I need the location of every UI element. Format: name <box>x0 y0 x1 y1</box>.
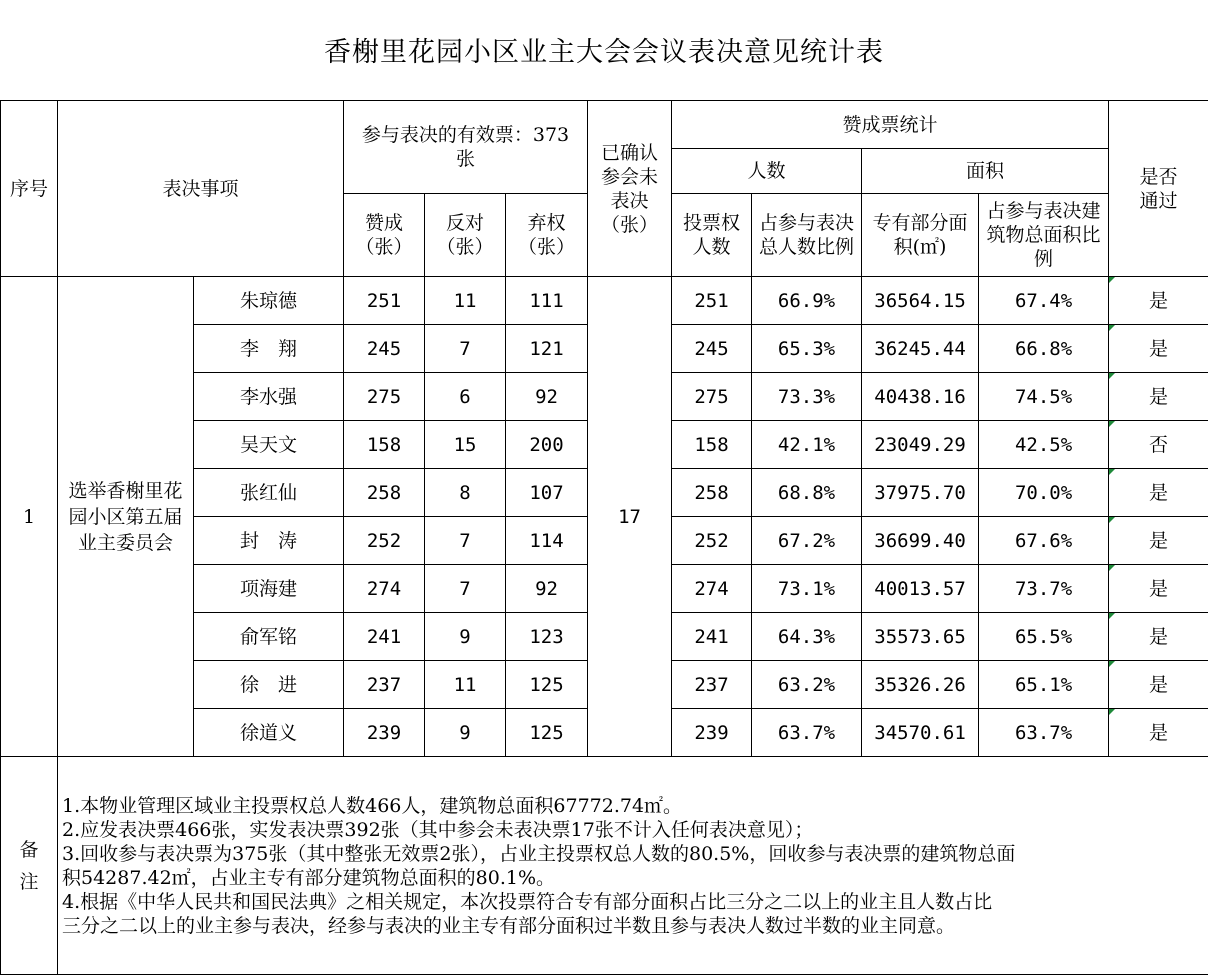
area-ratio: 66.8% <box>979 325 1109 373</box>
area-ratio: 74.5% <box>979 373 1109 421</box>
candidate-name: 朱琼德 <box>194 277 344 325</box>
favor-count: 237 <box>344 661 425 709</box>
notes-label-text: 备注 <box>20 834 39 898</box>
favor-count: 252 <box>344 517 425 565</box>
candidate-name: 徐 进 <box>194 661 344 709</box>
area-ratio: 70.0% <box>979 469 1109 517</box>
passed-status: 是 <box>1109 709 1208 757</box>
abstain-count: 125 <box>506 709 588 757</box>
voter-count: 252 <box>672 517 752 565</box>
against-count: 6 <box>425 373 506 421</box>
favor-count: 245 <box>344 325 425 373</box>
header-area-ratio: 占参与表决建筑物总面积比例 <box>979 194 1109 277</box>
passed-status: 是 <box>1109 373 1208 421</box>
passed-status: 是 <box>1109 613 1208 661</box>
voter-count: 274 <box>672 565 752 613</box>
area-exclusive: 23049.29 <box>862 421 979 469</box>
passed-status: 是 <box>1109 517 1208 565</box>
candidate-name: 俞军铭 <box>194 613 344 661</box>
area-ratio: 65.1% <box>979 661 1109 709</box>
people-ratio: 67.2% <box>752 517 862 565</box>
area-exclusive: 35326.26 <box>862 661 979 709</box>
against-count: 7 <box>425 517 506 565</box>
abstain-count: 107 <box>506 469 588 517</box>
voter-count: 245 <box>672 325 752 373</box>
people-ratio: 65.3% <box>752 325 862 373</box>
group-seq: 1 <box>1 277 58 757</box>
area-exclusive: 40438.16 <box>862 373 979 421</box>
header-area-exclusive: 专有部分面积(㎡) <box>862 194 979 277</box>
header-seq: 序号 <box>1 101 58 277</box>
header-area: 面积 <box>862 149 1109 194</box>
note-line: 1.本物业管理区域业主投票权总人数466人，建筑物总面积67772.74㎡。 <box>62 794 1208 818</box>
header-abstain: 弃权（张） <box>506 194 588 277</box>
abstain-count: 92 <box>506 565 588 613</box>
voter-count: 237 <box>672 661 752 709</box>
area-exclusive: 34570.61 <box>862 709 979 757</box>
against-count: 11 <box>425 277 506 325</box>
against-count: 7 <box>425 565 506 613</box>
against-count: 11 <box>425 661 506 709</box>
header-voter-count: 投票权人数 <box>672 194 752 277</box>
area-exclusive: 40013.57 <box>862 565 979 613</box>
group-confirmed-no-vote: 17 <box>588 277 672 757</box>
passed-status: 是 <box>1109 661 1208 709</box>
group-item <box>58 277 194 757</box>
area-ratio: 65.5% <box>979 613 1109 661</box>
abstain-count: 92 <box>506 373 588 421</box>
voter-count: 251 <box>672 277 752 325</box>
candidate-name: 徐道义 <box>194 709 344 757</box>
group-item-text: 选举香榭里花园小区第五届业主委员会 <box>69 478 183 556</box>
header-item: 表决事项 <box>58 101 344 277</box>
against-count: 8 <box>425 469 506 517</box>
area-exclusive: 36245.44 <box>862 325 979 373</box>
area-exclusive: 35573.65 <box>862 613 979 661</box>
header-confirmed-no-vote: 已确认参会未表决（张） <box>588 101 672 277</box>
voter-count: 241 <box>672 613 752 661</box>
favor-count: 274 <box>344 565 425 613</box>
header-people-ratio: 占参与表决总人数比例 <box>752 194 862 277</box>
favor-count: 251 <box>344 277 425 325</box>
note-line: 2.应发表决票466张，实发表决票392张（其中参会未表决票17张不计入任何表决意见）； <box>62 818 1208 842</box>
header-valid-votes: 参与表决的有效票：373张 <box>344 101 588 194</box>
passed-status: 是 <box>1109 565 1208 613</box>
favor-count: 258 <box>344 469 425 517</box>
abstain-count: 200 <box>506 421 588 469</box>
area-ratio: 67.6% <box>979 517 1109 565</box>
page-title: 香榭里花园小区业主大会会议表决意见统计表 <box>0 30 1208 69</box>
against-count: 9 <box>425 709 506 757</box>
passed-status: 是 <box>1109 277 1208 325</box>
against-count: 15 <box>425 421 506 469</box>
notes-body <box>58 757 1208 975</box>
passed-status: 是 <box>1109 469 1208 517</box>
header-against: 反对（张） <box>425 194 506 277</box>
passed-status: 否 <box>1109 421 1208 469</box>
vote-statistics-table <box>0 100 1208 975</box>
people-ratio: 64.3% <box>752 613 862 661</box>
notes-label <box>1 757 58 975</box>
people-ratio: 66.9% <box>752 277 862 325</box>
area-exclusive: 36699.40 <box>862 517 979 565</box>
header-passed: 是否通过 <box>1109 101 1208 277</box>
header-favor-stats: 赞成票统计 <box>672 101 1109 149</box>
favor-count: 275 <box>344 373 425 421</box>
favor-count: 158 <box>344 421 425 469</box>
area-ratio: 73.7% <box>979 565 1109 613</box>
note-line: 三分之二以上的业主参与表决，经参与表决的业主专有部分面积过半数且参与表决人数过半数的业主同意。 <box>62 914 1208 938</box>
candidate-name: 李 翔 <box>194 325 344 373</box>
abstain-count: 121 <box>506 325 588 373</box>
candidate-name: 李水强 <box>194 373 344 421</box>
table-row <box>1 277 1208 325</box>
note-line: 3.回收参与表决票为375张（其中整张无效票2张），占业主投票权总人数的80.5%，回收参与表决票的建筑物总面 <box>62 842 1208 866</box>
favor-count: 239 <box>344 709 425 757</box>
header-favor: 赞成（张） <box>344 194 425 277</box>
header-people: 人数 <box>672 149 862 194</box>
people-ratio: 73.3% <box>752 373 862 421</box>
people-ratio: 73.1% <box>752 565 862 613</box>
abstain-count: 114 <box>506 517 588 565</box>
abstain-count: 125 <box>506 661 588 709</box>
area-ratio: 63.7% <box>979 709 1109 757</box>
candidate-name: 项海建 <box>194 565 344 613</box>
abstain-count: 123 <box>506 613 588 661</box>
note-line: 4.根据《中华人民共和国民法典》之相关规定，本次投票符合专有部分面积占比三分之二以上的业主且人数占比 <box>62 890 1208 914</box>
passed-status: 是 <box>1109 325 1208 373</box>
favor-count: 241 <box>344 613 425 661</box>
header-row-1 <box>1 101 1208 149</box>
area-exclusive: 36564.15 <box>862 277 979 325</box>
people-ratio: 42.1% <box>752 421 862 469</box>
voter-count: 258 <box>672 469 752 517</box>
people-ratio: 63.7% <box>752 709 862 757</box>
area-ratio: 42.5% <box>979 421 1109 469</box>
notes-row <box>1 757 1208 975</box>
people-ratio: 63.2% <box>752 661 862 709</box>
voter-count: 158 <box>672 421 752 469</box>
area-exclusive: 37975.70 <box>862 469 979 517</box>
abstain-count: 111 <box>506 277 588 325</box>
people-ratio: 68.8% <box>752 469 862 517</box>
voter-count: 275 <box>672 373 752 421</box>
note-line: 积54287.42㎡，占业主专有部分建筑物总面积的80.1%。 <box>62 866 1208 890</box>
against-count: 7 <box>425 325 506 373</box>
voter-count: 239 <box>672 709 752 757</box>
against-count: 9 <box>425 613 506 661</box>
candidate-name: 封 涛 <box>194 517 344 565</box>
candidate-name: 吴天文 <box>194 421 344 469</box>
candidate-name: 张红仙 <box>194 469 344 517</box>
area-ratio: 67.4% <box>979 277 1109 325</box>
